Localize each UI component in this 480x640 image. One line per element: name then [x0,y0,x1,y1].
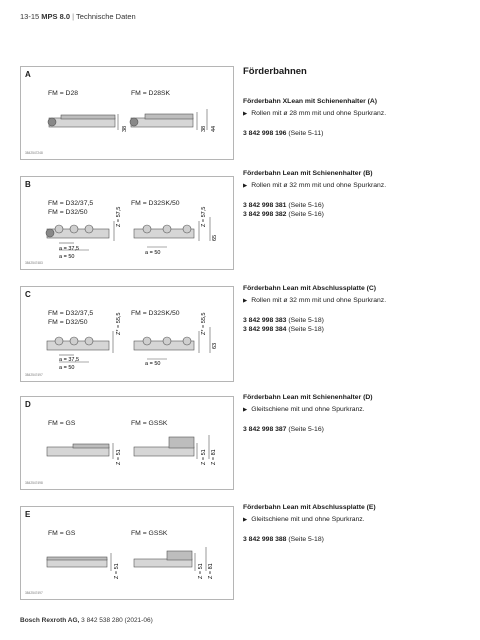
header-separator: | [72,12,75,21]
diagram-panel-e [20,506,234,600]
panel-letter: C [25,290,31,299]
bullet-triangle-icon: ▶ [243,298,248,304]
dim-label: a = 37,5 [59,246,80,252]
description-e [243,503,463,544]
dim-label: 44 [211,125,217,132]
dim-label: Z = 81 [208,563,214,579]
dim-label: Z = 51 [116,449,122,465]
description-c [243,284,463,334]
dim-label: a = 50 [145,361,161,367]
bullet-triangle-icon: ▶ [243,111,248,117]
conveyor-drawing-c [21,287,235,383]
page-ref: (Seite 5-11) [288,130,324,137]
description-b [243,169,463,219]
fm-label: FM = D32SK/50 [131,200,180,207]
fm-label: FM = GSSK [131,420,168,427]
description-bullet: ▶ Rollen mit ø 32 mm mit und ohne Spurkranz. [243,182,387,189]
description-title: Förderbahn Lean mit Abschlussplatte (C) [243,285,377,292]
description-bullet: ▶ Rollen mit ø 32 mm mit und ohne Spurkranz. [243,297,387,304]
page-number: 13-15 [20,12,40,21]
company-name: Bosch Rexroth AG, [20,617,80,624]
dim-label: 38 [201,125,207,132]
drawing-code: 3842547497 [25,591,43,595]
part-number: 3 842 998 383 [243,317,287,324]
page-ref: (Seite 5-16) [288,202,324,209]
part-number-line [243,129,463,138]
description-bullet: ▶ Gleitschiene mit und ohne Spurkranz. [243,516,365,523]
page-ref: (Seite 5-18) [288,317,324,324]
dim-label: a = 50 [145,250,161,256]
page-ref: (Seite 5-18) [288,536,324,543]
fm-label: FM = D32/37,5 [48,200,94,207]
panel-letter: A [25,70,31,79]
fm-label: FM = GSSK [131,530,168,537]
diagram-panel-c [20,286,234,382]
panel-letter: B [25,180,31,189]
dim-label: a = 50 [59,365,75,371]
part-number: 3 842 998 382 [243,211,287,218]
description-title: Förderbahn XLean mit Schienenhalter (A) [243,98,378,105]
dim-label: Z = 51 [201,449,207,465]
description-d [243,393,463,434]
page-ref: (Seite 5-16) [288,426,324,433]
part-number-line [243,316,463,325]
panel-letter: D [25,400,31,409]
chapter-title: Technische Daten [76,12,136,21]
dim-label: Z = 51 [198,563,204,579]
fm-label: FM = GS [48,420,76,427]
drawing-code: 3842547483 [25,261,43,265]
part-number: 3 842 998 381 [243,202,287,209]
dim-label: 63 [212,342,218,349]
dim-label: a = 50 [59,254,75,260]
description-title: Förderbahn Lean mit Abschlussplatte (E) [243,504,376,511]
part-number-line [243,535,463,544]
part-number: 3 842 998 384 [243,326,287,333]
part-number-line [243,325,463,334]
description-bullet: ▶ Rollen mit ø 28 mm mit und ohne Spurkranz. [243,110,387,117]
dim-label: Z = 51 [114,563,120,579]
conveyor-drawing-d [21,397,235,491]
document-number: 3 842 538 280 (2021-06) [81,617,153,624]
part-number: 3 842 998 196 [243,130,287,137]
conveyor-drawing-a [21,67,235,161]
conveyor-drawing-e [21,507,235,601]
description-title: Förderbahn Lean mit Schienenhalter (B) [243,170,373,177]
page-footer [20,617,153,624]
bullet-triangle-icon: ▶ [243,183,248,189]
product-name: MPS 8.0 [41,12,71,21]
section-title: Förderbahnen [243,66,307,77]
dim-label: Z* = 55,5 [201,312,207,335]
diagram-panel-a [20,66,234,160]
drawing-code: 3842547497 [25,373,43,377]
dim-label: Z* = 55,5 [116,312,122,335]
diagram-panel-d [20,396,234,490]
page-header [20,12,136,21]
dim-label: a = 37,5 [59,357,80,363]
bullet-triangle-icon: ▶ [243,407,248,413]
bullet-triangle-icon: ▶ [243,517,248,523]
part-number-line [243,210,463,219]
part-number-line [243,201,463,210]
fm-label: FM = GS [48,530,76,537]
dim-label: Z = 57,5 [201,206,207,227]
diagram-panel-b [20,176,234,270]
dim-label: 65 [212,234,218,241]
fm-label: FM = D32/37,5 [48,310,94,317]
dim-label: 38 [122,125,128,132]
part-number-line [243,425,463,434]
fm-label: FM = D32/50 [48,209,88,216]
fm-label: FM = D28 [48,90,79,97]
dim-label: Z = 57,5 [116,206,122,227]
part-number: 3 842 998 388 [243,536,287,543]
fm-label: FM = D32/50 [48,319,88,326]
conveyor-drawing-b [21,177,235,271]
page-ref: (Seite 5-16) [288,211,324,218]
fm-label: FM = D32SK/50 [131,310,180,317]
panel-letter: E [25,510,31,519]
drawing-code: 3842547248 [25,151,43,155]
part-number: 3 842 998 387 [243,426,287,433]
description-a [243,97,463,138]
page-ref: (Seite 5-18) [288,326,324,333]
description-title: Förderbahn Lean mit Schienenhalter (D) [243,394,373,401]
fm-label: FM = D28SK [131,90,171,97]
drawing-code: 3842547498 [25,481,43,485]
description-bullet: ▶ Gleitschiene mit und ohne Spurkranz. [243,406,365,413]
dim-label: Z = 81 [211,449,217,465]
